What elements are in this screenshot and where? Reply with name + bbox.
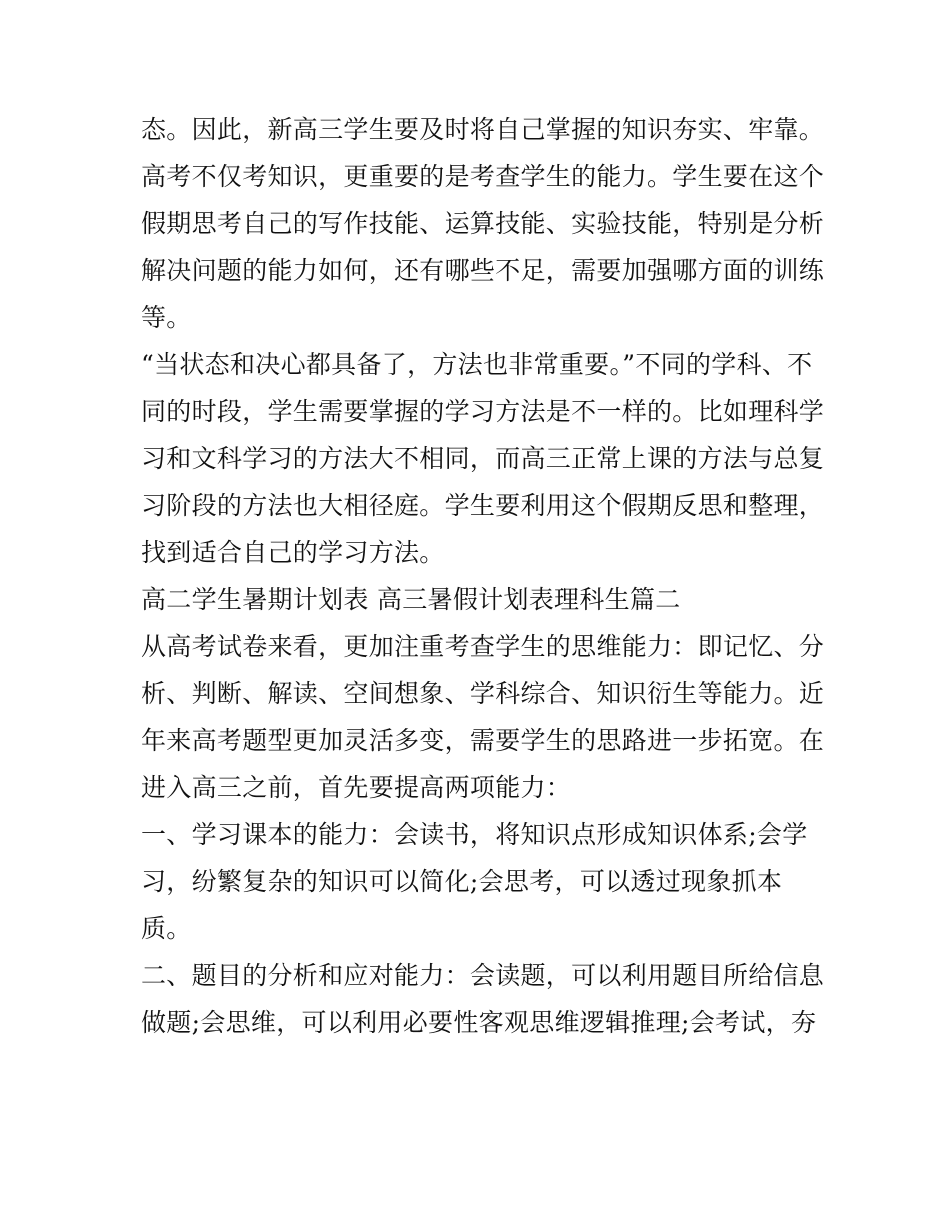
text-line: 找到适合自己的学习方法。 [141,538,445,567]
section-heading: 高二学生暑期计划表 高三暑假计划表理科生篇二 [141,585,681,614]
text-line: 析、判断、解读、空间想象、学科综合、知识衍生等能力。近 [141,679,825,708]
text-line: 进入高三之前，首先要提高两项能力： [141,773,572,802]
document-body [141,106,825,1046]
text-line: 解决问题的能力如何，还有哪些不足，需要加强哪方面的训练 [141,256,825,285]
text-line: 假期思考自己的写作技能、运算技能、实验技能，特别是分析 [141,209,825,238]
text-line: 习和文科学习的方法大不相同，而高三正常上课的方法与总复 [141,444,825,473]
text-line: 等。 [141,303,192,332]
text-line: 习，纷繁复杂的知识可以简化;会思考，可以透过现象抓本 [141,867,783,896]
text-line: 二、题目的分析和应对能力：会读题，可以利用题目所给信息 [141,961,825,990]
text-line: 高考不仅考知识，更重要的是考查学生的能力。学生要在这个 [141,162,825,191]
text-line: 一、学习课本的能力：会读书，将知识点形成知识体系;会学 [141,820,808,849]
text-line: 做题;会思维，可以利用必要性客观思维逻辑推理;会考试，夯 [141,1008,817,1037]
text-line: 态。因此，新高三学生要及时将自己掌握的知识夯实、牢靠。 [141,115,825,144]
text-line: 年来高考题型更加灵活多变，需要学生的思路进一步拓宽。在 [141,726,825,755]
text-line: 从高考试卷来看，更加注重考查学生的思维能力：即记忆、分 [141,632,825,661]
text-line: 质。 [141,914,192,943]
text-line: 同的时段，学生需要掌握的学习方法是不一样的。比如理科学 [141,397,825,426]
text-line: 习阶段的方法也大相径庭。学生要利用这个假期反思和整理， [141,491,825,520]
text-line: “当状态和决心都具备了，方法也非常重要。”不同的学科、不 [141,350,813,379]
